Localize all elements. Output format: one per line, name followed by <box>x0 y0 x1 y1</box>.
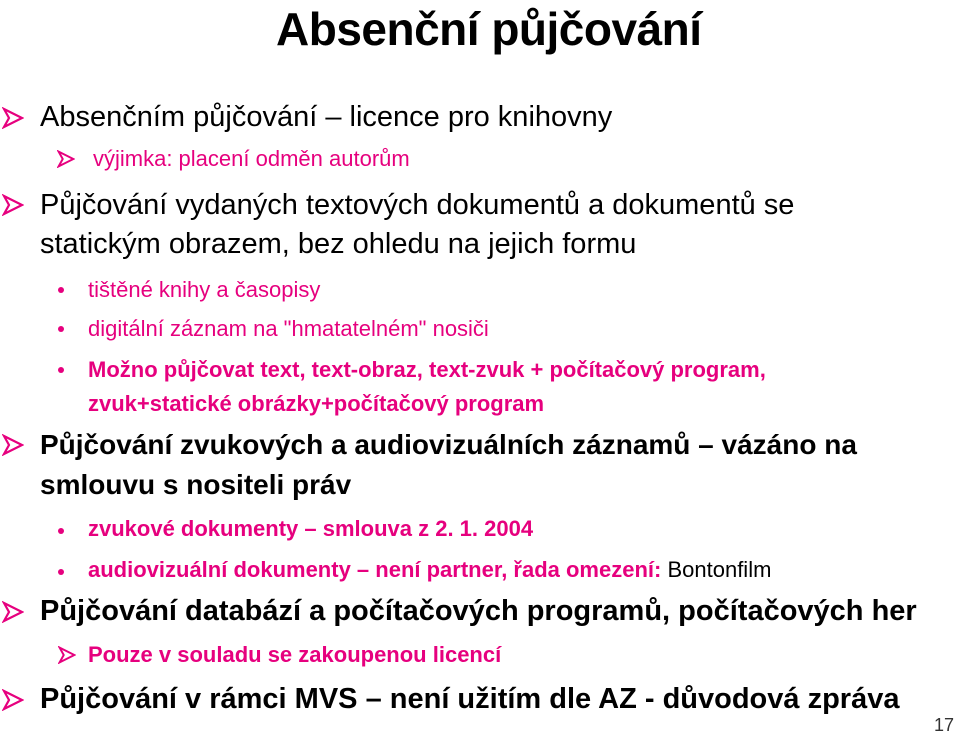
audiovizualni-text: audiovizuální dokumenty – není partner, řada omezení: <box>88 557 668 582</box>
dot-bullet-icon <box>58 367 64 373</box>
slide-title: Absenční půjčování <box>276 3 702 55</box>
sub-bullet-zvukove-dokumenty: zvukové dokumenty – smlouva z 2. 1. 2004 <box>88 516 534 541</box>
sub-bullet-pouze-v-souladu: Pouze v souladu se zakoupenou licencí <box>88 642 502 667</box>
sub-bullet-vyjimka: výjimka: placení odměn autorům <box>93 146 410 171</box>
arrow-bullet-icon <box>2 107 24 129</box>
dot-bullet-icon <box>58 326 64 332</box>
sub-bullet-audiovizualni-dokumenty <box>88 555 771 585</box>
sub-bullet-mozno-pujcovat-line2: zvuk+statické obrázky+počítačový program <box>88 391 545 416</box>
bullet-pujcovani-zvukovych-line1: Půjčování zvukových a audiovizuálních záznamů – vázáno na <box>40 429 857 460</box>
sub-bullet-tistene-knihy: tištěné knihy a časopisy <box>88 277 321 302</box>
bullet-pujcovani-mvs: Půjčování v rámci MVS – není užitím dle AZ - důvodová zpráva <box>40 683 900 715</box>
bullet-pujcovani-textovych-line2: statickým obrazem, bez ohledu na jejich formu <box>40 228 637 260</box>
arrow-bullet-icon <box>2 689 24 711</box>
dot-bullet-icon <box>58 287 64 293</box>
sub-bullet-mozno-pujcovat-line1: Možno půjčovat text, text-obraz, text-zvuk + počítačový program, <box>88 357 766 382</box>
arrow-bullet-icon <box>2 601 24 623</box>
bullet-pujcovani-textovych-line1: Půjčování vydaných textových dokumentů a dokumentů se <box>40 189 795 221</box>
arrow-bullet-icon <box>57 150 75 168</box>
sub-bullet-digitalni-zaznam: digitální záznam na "hmatatelném" nosiči <box>88 316 489 341</box>
bullet-pujcovani-databazi: Půjčování databází a počítačových programů, počítačových her <box>40 595 917 627</box>
page-number: 17 <box>933 715 954 735</box>
arrow-bullet-icon <box>2 194 24 216</box>
arrow-bullet-icon <box>58 646 76 664</box>
bullet-absencni-licence: Absenčním půjčování – licence pro knihovny <box>40 101 613 133</box>
arrow-bullet-icon <box>2 434 24 456</box>
bullet-pujcovani-zvukovych-line2: smlouvu s nositeli práv <box>40 469 352 500</box>
dot-bullet-icon <box>58 569 64 575</box>
dot-bullet-icon <box>58 528 64 534</box>
bontonfilm-text: Bontonfilm <box>667 557 772 582</box>
